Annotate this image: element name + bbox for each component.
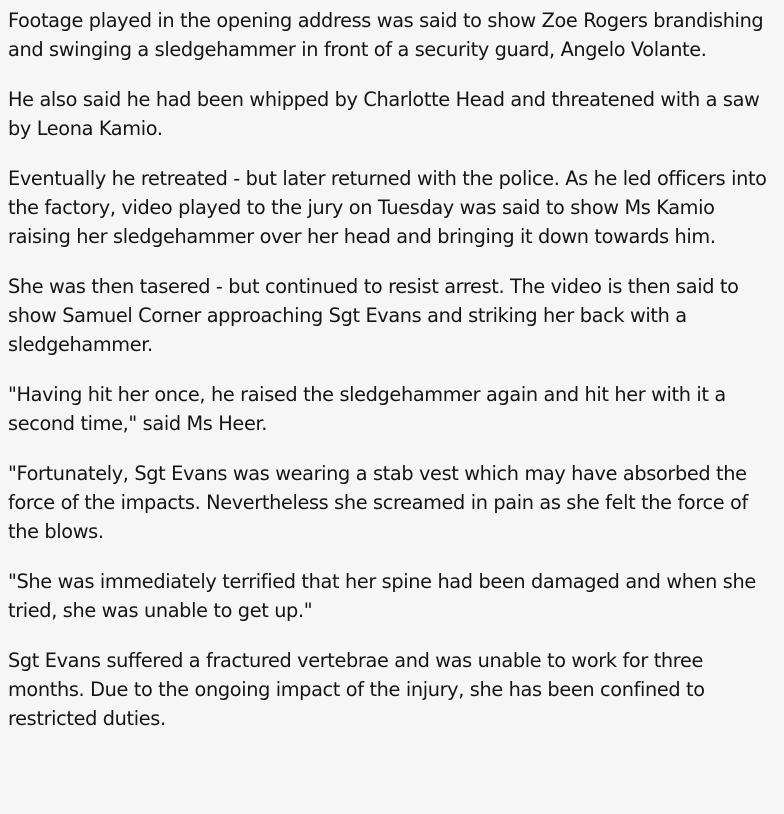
article-paragraph: "Having hit her once, he raised the sledgehammer again and hit her with it a second time," said Ms Heer.: [8, 383, 726, 435]
article-paragraph: Sgt Evans suffered a fractured vertebrae and was unable to work for three months. Due to the ongoing impact of the injury, she has been confined to restricted duties.: [8, 649, 705, 730]
article-paragraph: She was then tasered - but continued to resist arrest. The video is then said to show Samuel Corner approaching Sgt Evans and striking her back with a sledgehammer.: [8, 275, 739, 356]
article-body: [8, 6, 780, 733]
article-paragraph: "Fortunately, Sgt Evans was wearing a stab vest which may have absorbed the force of the impacts. Nevertheless she screamed in pain as she felt the force of the blows.: [8, 462, 748, 543]
article-paragraph: He also said he had been whipped by Charlotte Head and threatened with a saw by Leona Kamio.: [8, 88, 760, 140]
article-paragraph: Eventually he retreated - but later returned with the police. As he led officers into the factory, video played to the jury on Tuesday was said to show Ms Kamio raising her sledgehammer over her head and bringing it down towards him.: [8, 167, 767, 248]
article-paragraph: "She was immediately terrified that her spine had been damaged and when she tried, she was unable to get up.": [8, 570, 756, 622]
article-paragraph: Footage played in the opening address was said to show Zoe Rogers brandishing and swinging a sledgehammer in front of a security guard, Angelo Volante.: [8, 9, 764, 61]
